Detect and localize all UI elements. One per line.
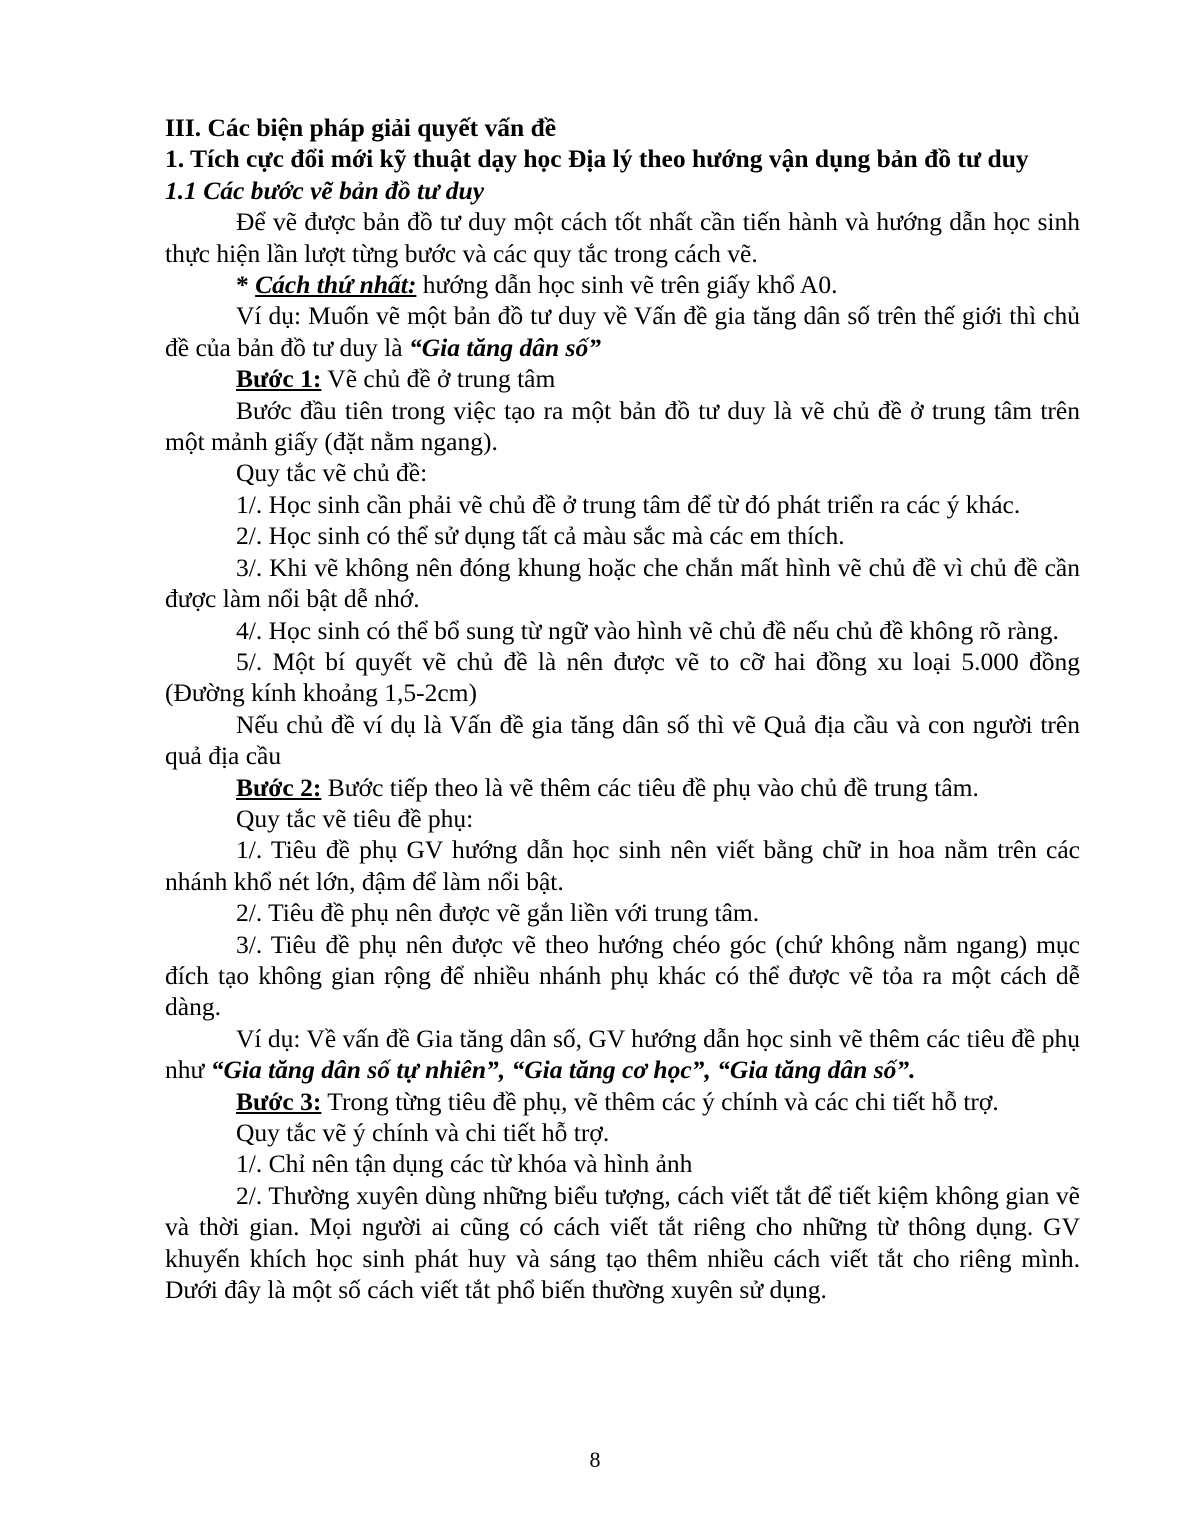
rules1-item: 4/. Học sinh có thể bổ sung từ ngữ vào hình vẽ chủ đề nếu chủ đề không rõ ràng. [236, 615, 1059, 645]
rules1-item: 1/. Học sinh cần phải vẽ chủ đề ở trung tâm để từ đó phát triển ra các ý khác. [236, 489, 1021, 519]
example1-paragraph [165, 300, 1080, 363]
example2-topics: “Gia tăng dân số tự nhiên”, “Gia tăng cơ học”, “Gia tăng dân số”. [210, 1055, 916, 1085]
rules1-item: 5/. Một bí quyết vẽ chủ đề là nên được vẽ to cỡ hai đồng xu loại 5.000 đồng (Đường kính khoảng 1,5-2cm) [165, 646, 1080, 708]
rules3-title: Quy tắc vẽ ý chính và chi tiết hỗ trợ. [236, 1118, 610, 1147]
step1-text: Vẽ chủ đề ở trung tâm [321, 364, 556, 394]
section-heading: III. Các biện pháp giải quyết vấn đề [165, 113, 557, 142]
rules2-item: 3/. Tiêu đề phụ nên được vẽ theo hướng chéo góc (chứ không nằm ngang) mục đích tạo không gian rộng để nhiều nhánh phụ khác có thể được vẽ tỏa ra một cách dễ dàng. [165, 929, 1080, 1022]
document-page [165, 112, 1080, 1305]
rules1-title: Quy tắc vẽ chủ đề: [236, 458, 428, 488]
example1-text: Ví dụ: Muốn vẽ một bản đồ tư duy về Vấn đề gia tăng dân số trên thế giới thì chủ đề của bản đồ tư duy là [165, 301, 1080, 362]
way1-star: * [236, 270, 256, 300]
example2-text: Ví dụ: Về vấn đề Gia tăng dân số, GV hướng dẫn học sinh vẽ thêm các tiêu đề phụ như [165, 1023, 1080, 1085]
rules2-item: 2/. Tiêu đề phụ nên được vẽ gắn liền với trung tâm. [236, 898, 760, 928]
step3-text: Trong từng tiêu đề phụ, vẽ thêm các ý chính và các chi tiết hỗ trợ. [321, 1086, 999, 1116]
step2-paragraph [165, 772, 1080, 803]
rules3-item: 2/. Thường xuyên dùng những biểu tượng, cách viết tắt để tiết kiệm không gian vẽ và thời gian. Mọi người ai cũng có cách viết tắt riêng cho những từ thông dụng. GV khuyến khích học sinh phát huy và sáng tạo thêm nhiều cách viết tắt cho riêng mình. Dưới đây là một số cách viết tắt phổ biến thường xuyên sử dụng. [165, 1180, 1080, 1305]
step3-paragraph [165, 1086, 1080, 1117]
intro-paragraph: Để vẽ được bản đồ tư duy một cách tốt nhất cần tiến hành và hướng dẫn học sinh thực hiện lần lượt từng bước và các quy tắc trong cách vẽ. [165, 207, 1080, 268]
subsubsection-heading: 1.1 Các bước vẽ bản đồ tư duy [165, 175, 485, 205]
rules2-item: 1/. Tiêu đề phụ GV hướng dẫn học sinh nên viết bằng chữ in hoa nằm trên các nhánh khổ nét lớn, đậm để làm nổi bật. [165, 835, 1080, 896]
rules3-item: 1/. Chỉ nên tận dụng các từ khóa và hình ảnh [236, 1149, 693, 1179]
way1-label: Cách thứ nhất: [255, 270, 417, 300]
rules1-item: 2/. Học sinh có thể sử dụng tất cả màu sắc mà các em thích. [236, 521, 845, 551]
way1-paragraph [165, 269, 1080, 300]
topic-example-paragraph: Nếu chủ đề ví dụ là Vấn đề gia tăng dân số thì vẽ Quả địa cầu và con người trên quả địa cầu [165, 709, 1080, 771]
step2-text: Bước tiếp theo là vẽ thêm các tiêu đề phụ vào chủ đề trung tâm. [321, 772, 979, 802]
step1-description: Bước đầu tiên trong việc tạo ra một bản đồ tư duy là vẽ chủ đề ở trung tâm trên một mảnh giấy (đặt nằm ngang). [165, 395, 1080, 457]
step1-label: Bước 1: [236, 364, 322, 394]
rules2-title: Quy tắc vẽ tiêu đề phụ: [236, 803, 474, 833]
step1-paragraph [165, 363, 1080, 394]
example1-topic: “Gia tăng dân số” [408, 332, 601, 362]
subsection-heading: 1. Tích cực đổi mới kỹ thuật dạy học Địa lý theo hướng vận dụng bản đồ tư duy [165, 144, 1029, 174]
rules1-item: 3/. Khi vẽ không nên đóng khung hoặc che chắn mất hình vẽ chủ đề vì chủ đề cần được làm nổi bật dễ nhớ. [165, 552, 1080, 614]
page-number: 8 [589, 1447, 601, 1472]
step3-label: Bước 3: [236, 1086, 322, 1116]
way1-text: hướng dẫn học sinh vẽ trên giấy khổ A0. [416, 270, 838, 300]
example2-paragraph [165, 1023, 1080, 1086]
step2-label: Bước 2: [236, 772, 322, 802]
